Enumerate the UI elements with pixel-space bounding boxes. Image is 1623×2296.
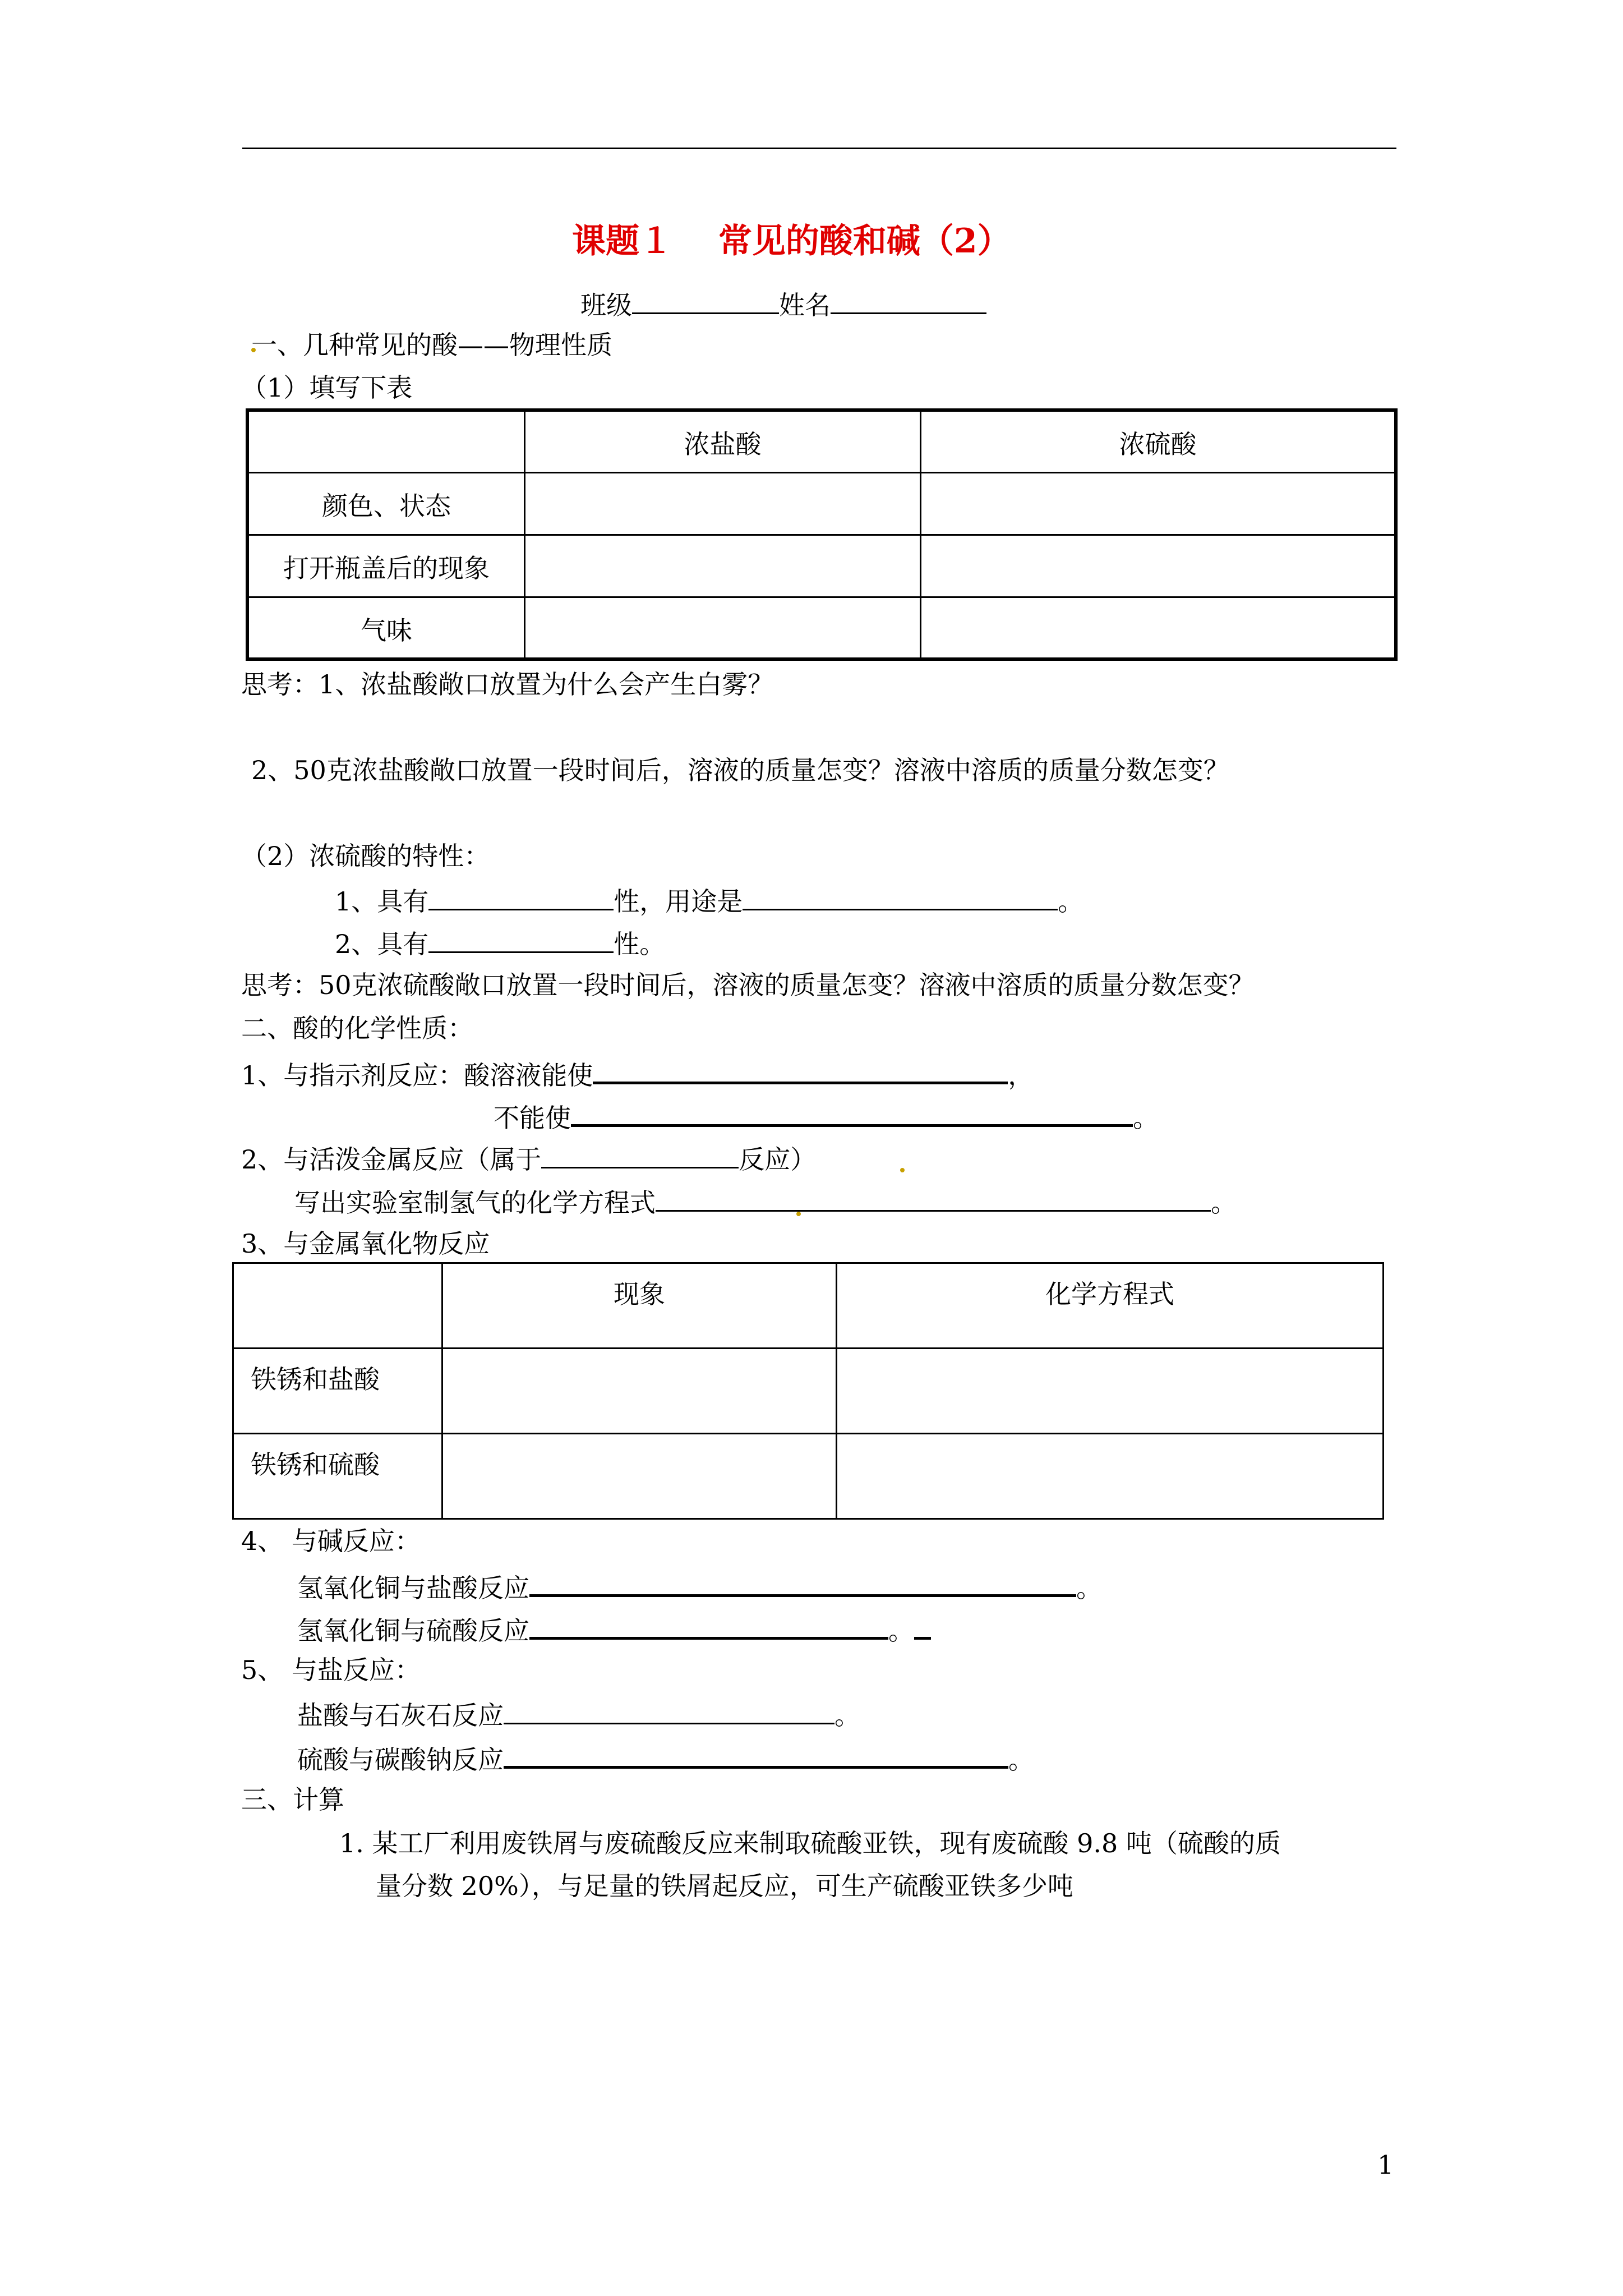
item-1-cont-text: 不能使 (494, 1103, 571, 1133)
property-1-middle: 性，用途是 (614, 886, 743, 917)
item-1-text: 1、与指示剂反应：酸溶液能使 (241, 1060, 593, 1091)
table2-cell[interactable] (442, 1349, 837, 1434)
acid-properties-table (246, 408, 1398, 661)
table1-row-label: 气味 (247, 597, 525, 659)
item-5a (297, 1700, 860, 1731)
table2-header-equation: 化学方程式 (837, 1263, 1384, 1349)
reaction-type-blank[interactable] (541, 1144, 739, 1168)
salt-h2so4-blank[interactable] (504, 1743, 1008, 1769)
item-2-text: 2、与活泼金属反应（属于 (241, 1144, 542, 1175)
item-1 (241, 1059, 1034, 1091)
table1-cell[interactable] (525, 535, 921, 597)
table1-header-h2so4: 浓硫酸 (921, 410, 1396, 472)
page-number: 1 (1377, 2150, 1394, 2180)
item-5b (297, 1743, 1034, 1773)
section1-heading: 一、几种常见的酸——物理性质 (251, 330, 612, 360)
item-5b-text: 硫酸与碳酸钠反应 (297, 1745, 504, 1775)
property-2 (335, 929, 665, 957)
table1-cell[interactable] (921, 535, 1396, 597)
stray-mark (796, 1212, 801, 1216)
hydrogen-equation-blank[interactable] (656, 1188, 1211, 1212)
think-3: 思考：50克浓硫酸敞口放置一段时间后，溶液的质量怎变？溶液中溶质的质量分数怎变？ (241, 970, 1255, 1000)
use-blank[interactable] (743, 886, 1058, 910)
item-4b-text: 氢氧化铜与硫酸反应 (297, 1616, 529, 1646)
table2-cell[interactable] (442, 1434, 837, 1519)
table2-row-label: 铁锈和盐酸 (233, 1349, 442, 1434)
table1-row-label: 颜色、状态 (247, 472, 525, 535)
base-hcl-blank[interactable] (529, 1572, 1076, 1597)
table2-row-label: 铁锈和硫酸 (233, 1434, 442, 1519)
item-1-comma: ， (1008, 1060, 1034, 1091)
item-1-cont-end: 。 (1133, 1103, 1159, 1133)
property-2-prefix: 2、具有 (335, 929, 429, 959)
item-4a (297, 1572, 1102, 1601)
table1-cell[interactable] (525, 597, 921, 659)
item-3: 3、与金属氧化物反应 (241, 1228, 490, 1259)
table1-cell[interactable] (525, 472, 921, 535)
item-5: 5、 与盐反应： (241, 1655, 421, 1685)
item-4a-text: 氢氧化铜与盐酸反应 (297, 1573, 529, 1603)
item-2 (241, 1144, 817, 1175)
property-1-prefix: 1、具有 (335, 886, 429, 917)
table2-cell[interactable] (837, 1434, 1384, 1519)
metal-oxide-table (232, 1262, 1384, 1520)
property-2-end: 性。 (614, 929, 666, 959)
page-title: 课题１ 常见的酸和碱（2） (572, 222, 1011, 261)
question-1-line-2: 量分数 20%），与足量的铁屑起反应，可生产硫酸亚铁多少吨 (376, 1871, 1073, 1901)
item-1-cont (494, 1102, 1159, 1131)
question-1-line-1: 1. 某工厂利用废铁屑与废硫酸反应来制取硫酸亚铁，现有废硫酸 9.8 吨（硫酸的质 (339, 1828, 1281, 1858)
salt-hcl-blank[interactable] (504, 1700, 834, 1724)
base-h2so4-blank[interactable] (529, 1614, 888, 1640)
property-1-end: 。 (1058, 886, 1084, 917)
name-label: 姓名 (779, 290, 831, 320)
table2-cell[interactable] (837, 1349, 1384, 1434)
item-5b-end: 。 (1008, 1745, 1034, 1775)
think-2: 2、50克浓盐酸敞口放置一段时间后，溶液的质量怎变？溶液中溶质的质量分数怎变？ (251, 755, 1229, 785)
indicator-blank-2[interactable] (571, 1102, 1133, 1127)
property-2-blank[interactable] (428, 929, 614, 953)
item-4a-end: 。 (1076, 1573, 1102, 1603)
table1-cell[interactable] (921, 597, 1396, 659)
item-4b-tail (914, 1614, 931, 1640)
table1-header-hcl: 浓盐酸 (525, 410, 921, 472)
item-2-equation-text: 写出实验室制氢气的化学方程式 (294, 1188, 656, 1218)
item-5a-end: 。 (834, 1700, 860, 1731)
section3-heading: 三、计算 (241, 1784, 344, 1815)
table1-corner (247, 410, 525, 472)
indicator-blank-1[interactable] (593, 1059, 1008, 1084)
class-label: 班级 (580, 290, 632, 320)
property-1 (335, 886, 1084, 917)
item-2-end: 反应） (739, 1144, 817, 1175)
stray-mark (900, 1168, 905, 1172)
table2-corner (233, 1263, 442, 1349)
section1-sub2: （2）浓硫酸的特性： (241, 841, 490, 871)
class-name-line (580, 290, 986, 318)
item-4b (297, 1614, 931, 1644)
section1-sub1: （1）填写下表 (241, 372, 413, 403)
item-4: 4、 与碱反应： (241, 1526, 421, 1556)
item-2-equation (294, 1188, 1237, 1216)
name-field[interactable] (831, 290, 986, 314)
table1-row-label: 打开瓶盖后的现象 (247, 535, 525, 597)
table2-header-phenomenon: 现象 (442, 1263, 837, 1349)
class-field[interactable] (632, 290, 779, 314)
item-4b-end: 。 (888, 1616, 914, 1646)
item-5a-text: 盐酸与石灰石反应 (297, 1700, 504, 1731)
header-rule (242, 148, 1396, 149)
section2-heading: 二、酸的化学性质： (241, 1013, 473, 1043)
table1-cell[interactable] (921, 472, 1396, 535)
item-2-equation-end: 。 (1211, 1188, 1237, 1218)
think-1: 思考：1、浓盐酸敞口放置为什么会产生白雾？ (241, 669, 774, 700)
property-1-blank[interactable] (428, 886, 614, 910)
